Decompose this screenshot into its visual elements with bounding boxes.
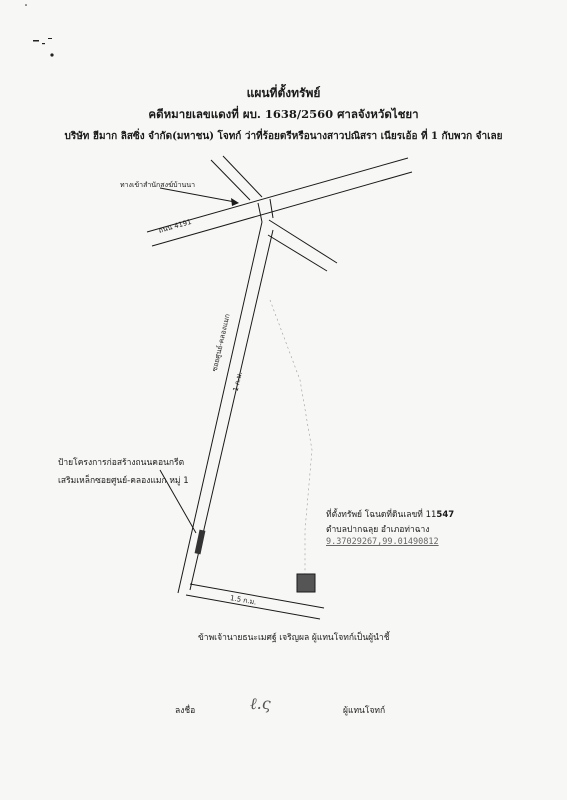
property-location-line: ตำบลปากฉลุย อำเภอท่าฉาง xyxy=(326,525,430,535)
soi-left-edge xyxy=(178,222,262,593)
signboard-label-line1: ป้ายโครงการก่อสร้างถนนคอนกรีต xyxy=(58,458,185,468)
guide-statement: ข้าพเจ้านายธนะเมศฐ์ เจริญผล ผู้แทนโจทก์เป็นผู้นำชี้ xyxy=(198,633,390,643)
junction-edge-left xyxy=(258,203,262,222)
branch-road-nw-right xyxy=(223,156,262,197)
branch-road-nw-left xyxy=(211,160,250,200)
signboard-label-line2: เสริมเหล็กซอยศูนย์-คลองแมก หมู่ 1 xyxy=(58,476,189,486)
distance-label-1-5km: 1.5 ก.ม. xyxy=(229,594,258,607)
page-title: แผนที่ตั้งทรัพย์ xyxy=(246,86,321,100)
parties-line: บริษัท ฮีมาก ลิสซิ่ง จำกัด(มหาชน) โจทก์ ว่าที่ร้อยตรีหรือนางสาวปณิสรา เนียรเอ้อ ที่ 1 กับพวก จำเลย xyxy=(64,131,503,142)
road-4191-label: ถนน 4191 xyxy=(157,217,193,235)
case-number-line: คดีหมายเลขแดงที่ ผบ. 1638/2560 ศาลจังหวัดไชยา xyxy=(148,107,419,121)
property-marker xyxy=(297,574,315,592)
property-coordinates: 9.37029267,99.01490812 xyxy=(326,537,439,547)
junction-arrow-head xyxy=(231,198,239,206)
junction-label: ทางเข้าสำนักสงฆ์บ้านนา xyxy=(120,181,196,189)
property-deed-number-end: 547 xyxy=(436,510,455,520)
signboard-marker xyxy=(195,530,206,555)
branch-road-se-lower xyxy=(268,235,327,271)
junction-edge-right xyxy=(270,199,273,218)
soi-label: ซอยศูนย์-คลองแมก xyxy=(210,313,232,373)
path-to-property xyxy=(270,300,312,574)
scan-specks xyxy=(25,4,53,56)
signature: ℓ.ς xyxy=(250,694,271,713)
distance-label-1km: 1 ก.ม. xyxy=(231,371,244,393)
property-deed-prefix: ที่ตั้งทรัพย์ โฉนดที่ดินเลขที่ 11 xyxy=(326,510,437,520)
sign-role: ผู้แทนโจทก์ xyxy=(343,706,386,716)
property-deed-line xyxy=(326,507,454,521)
sign-prefix: ลงชื่อ xyxy=(175,706,196,716)
